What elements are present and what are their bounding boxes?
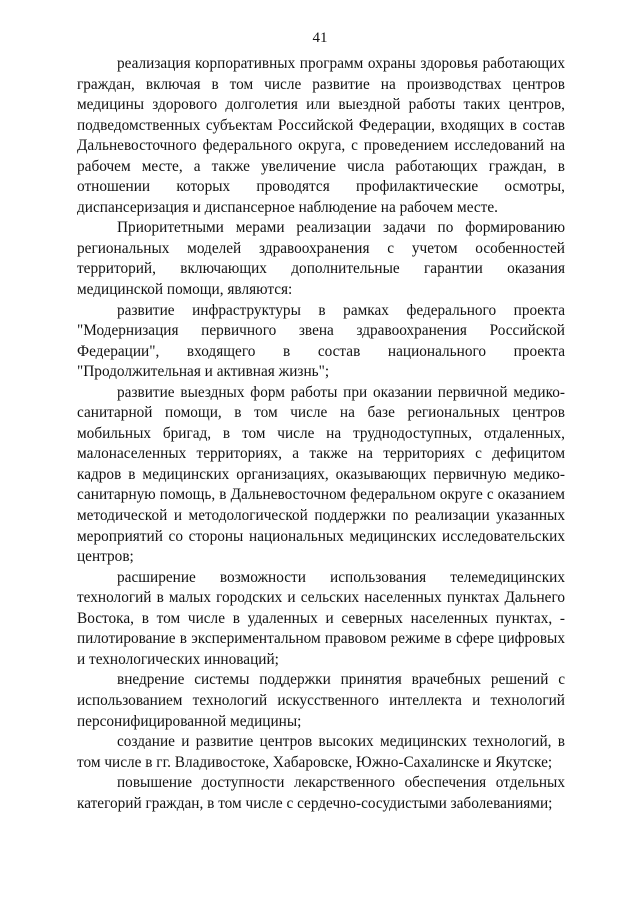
paragraph-drug-availability: повышение доступности лекарственного обеспечения отдельных категорий граждан, в том числе с сердечно-сосудистыми заболеваниями; (77, 774, 565, 812)
paragraph-telemedicine: расширение возможности использования телемедицинских технологий в малых городских и сельских населенных пунктах Дальнего Востока, в том числе в удаленных и северных населенных пунктах, - пилотирование в экспериментальном правовом режиме в сфере цифровых и технологических инноваций; (77, 568, 565, 668)
paragraph-corporate-health-programs: реализация корпоративных программ охраны здоровья работающих граждан, включая в том числе развитие на производствах центров медицины здорового долголетия или выездной работы таких центров, подведомственных субъектам Российской Федерации, входящих в состав Дальневосточного федерального округа, с проведением исследований на рабочем месте, а также увеличение числа работающих граждан, в отношении которых проводятся профилактические осмотры, диспансеризация и диспансерное наблюдение на рабочем месте. (77, 55, 565, 216)
paragraph-decision-support: внедрение системы поддержки принятия врачебных решений с использованием технологий искусственного интеллекта и технологий персонифицированной медицины; (77, 671, 565, 730)
page-number: 41 (312, 30, 328, 46)
document-body (77, 54, 565, 814)
paragraph-infrastructure-development: развитие инфраструктуры в рамках федерального проекта "Модернизация первичного звена здравоохранения Российской Федерации", входящего в состав национального проекта "Продолжительная и активная жизнь"; (77, 301, 565, 381)
paragraph-mobile-teams: развитие выездных форм работы при оказании первичной медико-санитарной помощи, в том числе на базе региональных центров мобильных бригад, в том числе на труднодоступных, отдаленных, малонаселенных территориях, а также на территориях с дефицитом кадров в медицинских организациях, оказывающих первичную медико-санитарную помощь, в Дальневосточном федеральном округе с оказанием методической и методологической поддержки по реализации указанных мероприятий со стороны национальных медицинских исследовательских центров; (77, 383, 565, 566)
paragraph-priority-measures-intro: Приоритетными мерами реализации задачи по формированию региональных моделей здравоохранения с учетом особенностей территорий, включающих дополнительные гарантии оказания медицинской помощи, являются: (77, 219, 565, 299)
paragraph-high-tech-centers: создание и развитие центров высоких медицинских технологий, в том числе в гг. Владивостоке, Хабаровске, Южно-Сахалинске и Якутске; (77, 733, 565, 771)
